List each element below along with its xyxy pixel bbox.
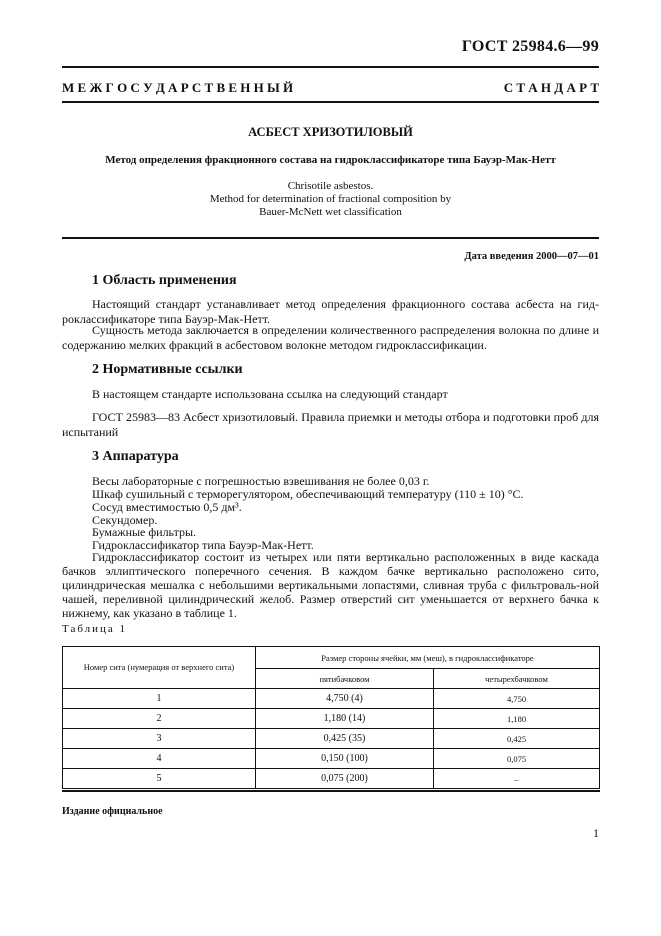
cell-five-tank: 0,425 (35) [256, 729, 434, 749]
effective-date: Дата введения 2000—07—01 [464, 251, 599, 262]
table-bottom-rule [62, 790, 600, 792]
section-2-paragraph-1: В настоящем стандарте использована ссылка на следующий стандарт [92, 387, 448, 401]
apparatus-scales: Весы лабораторные с погрешностью взвешивания не более 0,03 г. [92, 474, 430, 488]
english-line-1: Chrisotile asbestos. [287, 180, 374, 192]
banner-rule [62, 101, 599, 103]
table-label: Таблица 1 [62, 623, 128, 635]
english-line-3: Bauer-McNett wet classification [259, 206, 402, 218]
section-3-paragraph: Гидроклассификатор состоит из четырех или пяти вертикально расположенных в виде каскада бачков эллиптического поперечного сечения. В каждом бачке вертикально расположено сито, цилиндрическая мешалка с небольшими вертикальными лопастями, сливная труба с фильтроваль-ной чашей, переливной цилиндрический желоб. Размер отверстий сит уменьшается от верхнего бачка к нижнему, как указано в таблице 1. [62, 550, 599, 620]
col-header-four-tank: четырехбачковом [434, 669, 600, 689]
col-header-sieve-number: Номер сита (нумерация от верхнего сита) [63, 647, 256, 689]
english-title [0, 180, 661, 219]
section-2-heading: 2 Нормативные ссылки [92, 362, 243, 377]
table-row [63, 729, 600, 749]
document-subtitle: Метод определения фракционного состава на гидроклассификаторе типа Бауэр-Мак-Нетт [105, 154, 556, 166]
cell-five-tank: 0,150 (100) [256, 749, 434, 769]
cell-sieve-number: 5 [63, 769, 256, 789]
english-line-2: Method for determination of fractional composition by [209, 193, 452, 205]
cell-four-tank: – [434, 769, 600, 789]
section-3-heading: 3 Аппаратура [92, 449, 179, 464]
page-number: 1 [593, 826, 599, 840]
apparatus-stopwatch: Секундомер. [92, 513, 158, 527]
table-row [63, 749, 600, 769]
table-row [63, 709, 600, 729]
cell-four-tank: 0,425 [434, 729, 600, 749]
cell-four-tank: 4,750 [434, 689, 600, 709]
cell-five-tank: 0,075 (200) [256, 769, 434, 789]
section-2-reference: ГОСТ 25983—83 Асбест хризотиловый. Правила приемки и методы отбора и подготовки проб для испытаний [62, 410, 599, 439]
cell-sieve-number: 1 [63, 689, 256, 709]
section-1-heading: 1 Область применения [92, 273, 237, 288]
table-row [63, 689, 600, 709]
apparatus-oven: Шкаф сушильный с терморегулятором, обеспечивающий температуру (110 ± 10) °С. [92, 487, 524, 501]
cell-five-tank: 4,750 (4) [256, 689, 434, 709]
cell-four-tank: 0,075 [434, 749, 600, 769]
cell-four-tank: 1,180 [434, 709, 600, 729]
section-1-paragraph-2: Сущность метода заключается в определении количественного распределения волокна по длине и содержанию мелких фракций в асбестовом волокне методом гидроклассификации. [62, 323, 599, 352]
banner-word-1: М Е Ж Г О С У Д А Р С Т В Е Н Н Ы Й [62, 80, 294, 95]
col-header-five-tank: пятибачковом [256, 669, 434, 689]
banner [62, 80, 599, 96]
section-1-paragraph-1: Настоящий стандарт устанавливает метод определения фракционного состава асбеста на гид-роклассификаторе типа Бауэр-Мак-Нетт. [62, 297, 599, 326]
top-rule [62, 66, 599, 68]
banner-word-2: С Т А Н Д А Р Т [503, 80, 599, 95]
apparatus-filters: Бумажные фильтры. [92, 525, 197, 539]
document-title: АСБЕСТ ХРИЗОТИЛОВЫЙ [248, 125, 413, 139]
apparatus-vessel: Сосуд вместимостью 0,5 дм³. [92, 500, 242, 514]
official-edition-note: Издание официальное [62, 806, 163, 817]
title-rule [62, 237, 599, 239]
apparatus-classifier: Гидроклассификатор типа Бауэр-Мак-Нетт. [92, 538, 314, 552]
standard-code: ГОСТ 25984.6—99 [461, 38, 599, 55]
table-row [63, 769, 600, 789]
col-header-cell-size: Размер стороны ячейки, мм (меш), в гидроклассификаторе [256, 647, 600, 669]
cell-sieve-number: 2 [63, 709, 256, 729]
sieve-table [62, 646, 600, 789]
cell-sieve-number: 4 [63, 749, 256, 769]
cell-five-tank: 1,180 (14) [256, 709, 434, 729]
cell-sieve-number: 3 [63, 729, 256, 749]
